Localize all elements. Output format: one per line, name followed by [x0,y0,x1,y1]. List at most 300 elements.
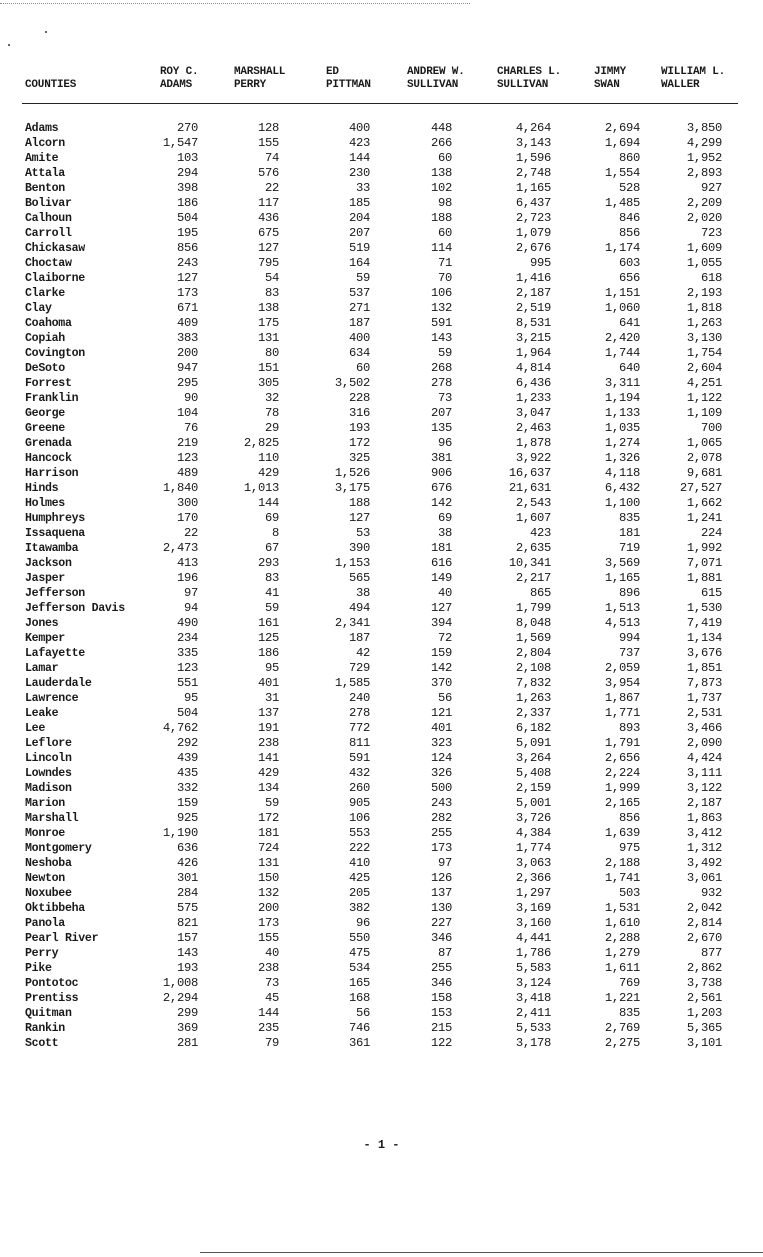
vote-count-william-l-waller: 3,850 [686,121,722,135]
vote-count-charles-l-sullivan: 1,786 [515,946,551,960]
county-name: Neshoba [25,857,72,870]
vote-count-william-l-waller: 1,134 [686,631,722,645]
vote-count-william-l-waller: 877 [700,946,722,960]
county-name: Harrison [25,467,79,480]
county-name: Leflore [25,737,72,750]
county-name: Lamar [25,662,59,675]
vote-count-william-l-waller: 1,818 [686,301,722,315]
vote-count-ed-pittman: 1,526 [334,466,370,480]
vote-count-william-l-waller: 1,312 [686,841,722,855]
vote-count-andrew-w-sullivan: 394 [430,616,452,630]
vote-count-marshall-perry: 173 [257,916,279,930]
vote-count-jimmy-swan: 769 [618,976,640,990]
vote-count-ed-pittman: 772 [348,721,370,735]
vote-count-andrew-w-sullivan: 122 [430,1036,452,1050]
vote-count-ed-pittman: 193 [348,421,370,435]
vote-count-jimmy-swan: 1,611 [604,961,640,975]
vote-count-andrew-w-sullivan: 227 [430,916,452,930]
vote-count-jimmy-swan: 3,954 [604,676,640,690]
header-charles-l-sullivan: CHARLES L. SULLIVAN [497,66,562,91]
table-row [0,496,763,511]
vote-count-andrew-w-sullivan: 173 [430,841,452,855]
vote-count-marshall-perry: 576 [257,166,279,180]
vote-count-william-l-waller: 723 [700,226,722,240]
county-name: Oktibbeha [25,902,85,915]
table-row [0,151,763,166]
county-name: Grenada [25,437,72,450]
vote-count-andrew-w-sullivan: 142 [430,661,452,675]
vote-count-jimmy-swan: 3,569 [604,556,640,570]
vote-count-jimmy-swan: 640 [618,361,640,375]
vote-count-jimmy-swan: 737 [618,646,640,660]
vote-count-roy-c-adams: 294 [176,166,198,180]
vote-count-charles-l-sullivan: 4,384 [515,826,551,840]
vote-count-marshall-perry: 155 [257,136,279,150]
vote-count-william-l-waller: 27,527 [679,481,722,495]
vote-count-charles-l-sullivan: 2,748 [515,166,551,180]
vote-count-charles-l-sullivan: 1,569 [515,631,551,645]
vote-count-charles-l-sullivan: 8,048 [515,616,551,630]
vote-count-marshall-perry: 134 [257,781,279,795]
vote-count-marshall-perry: 110 [257,451,279,465]
county-name: Benton [25,182,65,195]
table-row [0,406,763,421]
vote-count-ed-pittman: 494 [348,601,370,615]
header-marshall-perry: MARSHALL PERRY [234,66,286,91]
vote-count-andrew-w-sullivan: 326 [430,766,452,780]
vote-count-ed-pittman: 96 [355,916,370,930]
vote-count-andrew-w-sullivan: 138 [430,166,452,180]
vote-count-roy-c-adams: 234 [176,631,198,645]
vote-count-william-l-waller: 3,061 [686,871,722,885]
vote-count-jimmy-swan: 2,656 [604,751,640,765]
vote-count-jimmy-swan: 2,165 [604,796,640,810]
vote-count-william-l-waller: 4,424 [686,751,722,765]
vote-count-andrew-w-sullivan: 323 [430,736,452,750]
table-row [0,316,763,331]
vote-count-william-l-waller: 1,065 [686,436,722,450]
county-name: Lafayette [25,647,85,660]
vote-count-marshall-perry: 22 [264,181,279,195]
vote-count-william-l-waller: 1,662 [686,496,722,510]
vote-count-marshall-perry: 795 [257,256,279,270]
vote-count-marshall-perry: 141 [257,751,279,765]
vote-count-ed-pittman: 33 [355,181,370,195]
vote-count-william-l-waller: 1,055 [686,256,722,270]
vote-count-roy-c-adams: 127 [176,271,198,285]
county-name: Pike [25,962,52,975]
vote-count-roy-c-adams: 947 [176,361,198,375]
vote-count-william-l-waller: 7,419 [686,616,722,630]
vote-count-william-l-waller: 2,531 [686,706,722,720]
county-name: Humphreys [25,512,85,525]
vote-count-jimmy-swan: 1,744 [604,346,640,360]
vote-count-ed-pittman: 565 [348,571,370,585]
vote-count-roy-c-adams: 94 [183,601,198,615]
vote-count-william-l-waller: 1,109 [686,406,722,420]
vote-count-jimmy-swan: 1,694 [604,136,640,150]
vote-count-jimmy-swan: 975 [618,841,640,855]
table-row [0,166,763,181]
vote-count-marshall-perry: 78 [264,406,279,420]
county-name: Lauderdale [25,677,92,690]
vote-count-marshall-perry: 59 [264,601,279,615]
county-name: Claiborne [25,272,85,285]
vote-count-ed-pittman: 222 [348,841,370,855]
vote-count-jimmy-swan: 1,221 [604,991,640,1005]
vote-count-charles-l-sullivan: 1,263 [515,691,551,705]
vote-count-roy-c-adams: 551 [176,676,198,690]
vote-count-marshall-perry: 29 [264,421,279,435]
table-row [0,901,763,916]
vote-count-jimmy-swan: 1,867 [604,691,640,705]
table-row [0,931,763,946]
county-name: Choctaw [25,257,72,270]
vote-count-charles-l-sullivan: 3,124 [515,976,551,990]
vote-count-charles-l-sullivan: 1,964 [515,346,551,360]
vote-count-ed-pittman: 746 [348,1021,370,1035]
vote-count-william-l-waller: 4,251 [686,376,722,390]
vote-count-charles-l-sullivan: 2,635 [515,541,551,555]
county-name: Coahoma [25,317,72,330]
vote-count-william-l-waller: 3,492 [686,856,722,870]
vote-count-roy-c-adams: 103 [176,151,198,165]
vote-count-ed-pittman: 144 [348,151,370,165]
vote-count-roy-c-adams: 301 [176,871,198,885]
vote-count-marshall-perry: 305 [257,376,279,390]
vote-count-andrew-w-sullivan: 98 [437,196,452,210]
vote-count-charles-l-sullivan: 4,441 [515,931,551,945]
vote-count-william-l-waller: 2,042 [686,901,722,915]
vote-count-jimmy-swan: 528 [618,181,640,195]
vote-count-jimmy-swan: 893 [618,721,640,735]
vote-count-charles-l-sullivan: 1,416 [515,271,551,285]
vote-count-charles-l-sullivan: 2,411 [515,1006,551,1020]
table-row [0,1036,763,1051]
vote-count-marshall-perry: 131 [257,856,279,870]
vote-count-ed-pittman: 534 [348,961,370,975]
vote-count-jimmy-swan: 2,188 [604,856,640,870]
top-dotted-border [0,3,470,4]
vote-count-charles-l-sullivan: 3,178 [515,1036,551,1050]
vote-count-andrew-w-sullivan: 255 [430,961,452,975]
vote-count-marshall-perry: 238 [257,736,279,750]
vote-count-jimmy-swan: 1,771 [604,706,640,720]
vote-count-andrew-w-sullivan: 676 [430,481,452,495]
county-name: Perry [25,947,59,960]
vote-count-william-l-waller: 3,738 [686,976,722,990]
county-name: George [25,407,65,420]
vote-count-roy-c-adams: 636 [176,841,198,855]
vote-count-charles-l-sullivan: 3,063 [515,856,551,870]
vote-count-jimmy-swan: 1,513 [604,601,640,615]
county-name: Holmes [25,497,65,510]
vote-count-william-l-waller: 1,952 [686,151,722,165]
vote-count-ed-pittman: 204 [348,211,370,225]
vote-count-charles-l-sullivan: 2,366 [515,871,551,885]
vote-count-roy-c-adams: 292 [176,736,198,750]
vote-count-jimmy-swan: 719 [618,541,640,555]
bottom-rule [200,1252,763,1253]
vote-count-charles-l-sullivan: 2,676 [515,241,551,255]
county-name: Adams [25,122,59,135]
table-row [0,1006,763,1021]
vote-count-jimmy-swan: 860 [618,151,640,165]
table-row [0,346,763,361]
vote-count-roy-c-adams: 1,840 [162,481,198,495]
vote-count-roy-c-adams: 821 [176,916,198,930]
vote-count-ed-pittman: 729 [348,661,370,675]
vote-count-william-l-waller: 2,893 [686,166,722,180]
vote-count-ed-pittman: 325 [348,451,370,465]
vote-count-ed-pittman: 2,341 [334,616,370,630]
vote-count-william-l-waller: 224 [700,526,722,540]
vote-count-marshall-perry: 117 [257,196,279,210]
vote-count-andrew-w-sullivan: 181 [430,541,452,555]
county-name: Franklin [25,392,79,405]
county-name: Jones [25,617,59,630]
vote-count-jimmy-swan: 181 [618,526,640,540]
vote-count-jimmy-swan: 656 [618,271,640,285]
vote-count-jimmy-swan: 1,531 [604,901,640,915]
vote-count-charles-l-sullivan: 1,607 [515,511,551,525]
vote-count-andrew-w-sullivan: 59 [437,346,452,360]
vote-count-william-l-waller: 1,263 [686,316,722,330]
vote-count-marshall-perry: 429 [257,466,279,480]
table-row [0,586,763,601]
table-row [0,826,763,841]
vote-count-william-l-waller: 1,992 [686,541,722,555]
vote-count-roy-c-adams: 671 [176,301,198,315]
vote-count-jimmy-swan: 1,639 [604,826,640,840]
vote-count-andrew-w-sullivan: 500 [430,781,452,795]
vote-count-jimmy-swan: 1,741 [604,871,640,885]
vote-count-andrew-w-sullivan: 38 [437,526,452,540]
vote-count-andrew-w-sullivan: 158 [430,991,452,1005]
vote-count-jimmy-swan: 1,151 [604,286,640,300]
table-row [0,946,763,961]
vote-count-marshall-perry: 83 [264,571,279,585]
vote-count-jimmy-swan: 4,513 [604,616,640,630]
table-row [0,361,763,376]
vote-count-andrew-w-sullivan: 60 [437,226,452,240]
vote-count-roy-c-adams: 426 [176,856,198,870]
county-name: Quitman [25,1007,72,1020]
county-name: Greene [25,422,65,435]
vote-count-william-l-waller: 2,209 [686,196,722,210]
table-row [0,841,763,856]
vote-count-charles-l-sullivan: 10,341 [508,556,551,570]
vote-count-andrew-w-sullivan: 268 [430,361,452,375]
vote-count-ed-pittman: 432 [348,766,370,780]
vote-count-ed-pittman: 207 [348,226,370,240]
county-name: Leake [25,707,59,720]
vote-count-marshall-perry: 724 [257,841,279,855]
vote-count-andrew-w-sullivan: 127 [430,601,452,615]
vote-count-roy-c-adams: 490 [176,616,198,630]
table-row [0,706,763,721]
vote-count-andrew-w-sullivan: 56 [437,691,452,705]
vote-count-charles-l-sullivan: 5,533 [515,1021,551,1035]
table-row [0,121,763,136]
vote-count-roy-c-adams: 299 [176,1006,198,1020]
table-header [0,62,763,92]
vote-count-marshall-perry: 67 [264,541,279,555]
vote-count-roy-c-adams: 2,294 [162,991,198,1005]
vote-count-jimmy-swan: 1,133 [604,406,640,420]
header-ed-pittman: ED PITTMAN [326,66,371,91]
vote-count-william-l-waller: 615 [700,586,722,600]
vote-count-andrew-w-sullivan: 591 [430,316,452,330]
table-row [0,886,763,901]
vote-count-roy-c-adams: 170 [176,511,198,525]
vote-count-charles-l-sullivan: 4,814 [515,361,551,375]
vote-count-marshall-perry: 128 [257,121,279,135]
vote-count-ed-pittman: 1,153 [334,556,370,570]
vote-count-charles-l-sullivan: 6,182 [515,721,551,735]
table-row [0,226,763,241]
table-row [0,961,763,976]
vote-count-jimmy-swan: 3,311 [604,376,640,390]
county-name: DeSoto [25,362,65,375]
vote-count-charles-l-sullivan: 1,596 [515,151,551,165]
vote-count-william-l-waller: 9,681 [686,466,722,480]
vote-count-andrew-w-sullivan: 143 [430,331,452,345]
vote-count-marshall-perry: 45 [264,991,279,1005]
vote-count-roy-c-adams: 195 [176,226,198,240]
vote-count-roy-c-adams: 159 [176,796,198,810]
vote-count-jimmy-swan: 1,485 [604,196,640,210]
vote-count-roy-c-adams: 186 [176,196,198,210]
vote-count-andrew-w-sullivan: 70 [437,271,452,285]
table-row [0,271,763,286]
vote-count-charles-l-sullivan: 5,408 [515,766,551,780]
vote-count-andrew-w-sullivan: 130 [430,901,452,915]
vote-count-ed-pittman: 240 [348,691,370,705]
vote-count-andrew-w-sullivan: 73 [437,391,452,405]
vote-count-jimmy-swan: 2,694 [604,121,640,135]
vote-count-jimmy-swan: 2,420 [604,331,640,345]
vote-count-marshall-perry: 80 [264,346,279,360]
county-name: Clay [25,302,52,315]
vote-count-ed-pittman: 260 [348,781,370,795]
vote-count-charles-l-sullivan: 2,217 [515,571,551,585]
scan-speck [8,44,10,46]
table-row [0,331,763,346]
county-name: Newton [25,872,65,885]
county-name: Kemper [25,632,65,645]
table-row [0,556,763,571]
vote-count-marshall-perry: 144 [257,496,279,510]
vote-count-ed-pittman: 3,175 [334,481,370,495]
vote-count-ed-pittman: 53 [355,526,370,540]
vote-count-roy-c-adams: 1,008 [162,976,198,990]
vote-count-andrew-w-sullivan: 142 [430,496,452,510]
vote-count-jimmy-swan: 6,432 [604,481,640,495]
county-name: Jackson [25,557,72,570]
county-name: Madison [25,782,72,795]
vote-count-roy-c-adams: 123 [176,661,198,675]
vote-count-marshall-perry: 125 [257,631,279,645]
county-name: Montgomery [25,842,92,855]
vote-count-marshall-perry: 83 [264,286,279,300]
vote-count-marshall-perry: 172 [257,811,279,825]
vote-count-ed-pittman: 168 [348,991,370,1005]
table-row [0,916,763,931]
table-row [0,526,763,541]
vote-count-charles-l-sullivan: 3,726 [515,811,551,825]
vote-count-charles-l-sullivan: 2,187 [515,286,551,300]
vote-count-marshall-perry: 150 [257,871,279,885]
vote-count-andrew-w-sullivan: 401 [430,721,452,735]
vote-count-ed-pittman: 59 [355,271,370,285]
vote-count-andrew-w-sullivan: 207 [430,406,452,420]
vote-count-roy-c-adams: 383 [176,331,198,345]
vote-count-charles-l-sullivan: 2,337 [515,706,551,720]
vote-count-jimmy-swan: 1,326 [604,451,640,465]
vote-count-ed-pittman: 382 [348,901,370,915]
vote-count-william-l-waller: 932 [700,886,722,900]
vote-count-charles-l-sullivan: 2,108 [515,661,551,675]
vote-count-william-l-waller: 2,561 [686,991,722,1005]
vote-count-roy-c-adams: 504 [176,706,198,720]
vote-count-charles-l-sullivan: 3,215 [515,331,551,345]
vote-count-jimmy-swan: 603 [618,256,640,270]
header-jimmy-swan: JIMMY SWAN [594,66,627,91]
table-row [0,436,763,451]
table-row [0,421,763,436]
vote-count-andrew-w-sullivan: 346 [430,931,452,945]
vote-count-andrew-w-sullivan: 255 [430,826,452,840]
vote-count-roy-c-adams: 143 [176,946,198,960]
vote-count-andrew-w-sullivan: 243 [430,796,452,810]
table-row [0,751,763,766]
county-name: Hancock [25,452,72,465]
table-row [0,721,763,736]
vote-count-roy-c-adams: 97 [183,586,198,600]
vote-count-charles-l-sullivan: 2,159 [515,781,551,795]
vote-count-charles-l-sullivan: 423 [529,526,551,540]
county-name: Lincoln [25,752,72,765]
county-name: Marion [25,797,65,810]
vote-count-ed-pittman: 591 [348,751,370,765]
vote-count-charles-l-sullivan: 6,436 [515,376,551,390]
vote-count-andrew-w-sullivan: 72 [437,631,452,645]
vote-count-andrew-w-sullivan: 137 [430,886,452,900]
vote-count-charles-l-sullivan: 995 [529,256,551,270]
vote-count-andrew-w-sullivan: 102 [430,181,452,195]
county-name: Rankin [25,1022,65,1035]
table-row [0,136,763,151]
vote-count-charles-l-sullivan: 3,418 [515,991,551,1005]
vote-count-jimmy-swan: 994 [618,631,640,645]
vote-count-william-l-waller: 3,676 [686,646,722,660]
vote-count-andrew-w-sullivan: 121 [430,706,452,720]
vote-count-ed-pittman: 38 [355,586,370,600]
vote-count-charles-l-sullivan: 1,297 [515,886,551,900]
vote-count-marshall-perry: 436 [257,211,279,225]
vote-count-william-l-waller: 2,862 [686,961,722,975]
vote-count-roy-c-adams: 1,190 [162,826,198,840]
vote-count-ed-pittman: 410 [348,856,370,870]
vote-count-roy-c-adams: 413 [176,556,198,570]
vote-count-marshall-perry: 59 [264,796,279,810]
vote-count-marshall-perry: 69 [264,511,279,525]
vote-count-roy-c-adams: 193 [176,961,198,975]
county-name: Jasper [25,572,65,585]
county-name: Issaquena [25,527,85,540]
header-rule [22,103,738,104]
